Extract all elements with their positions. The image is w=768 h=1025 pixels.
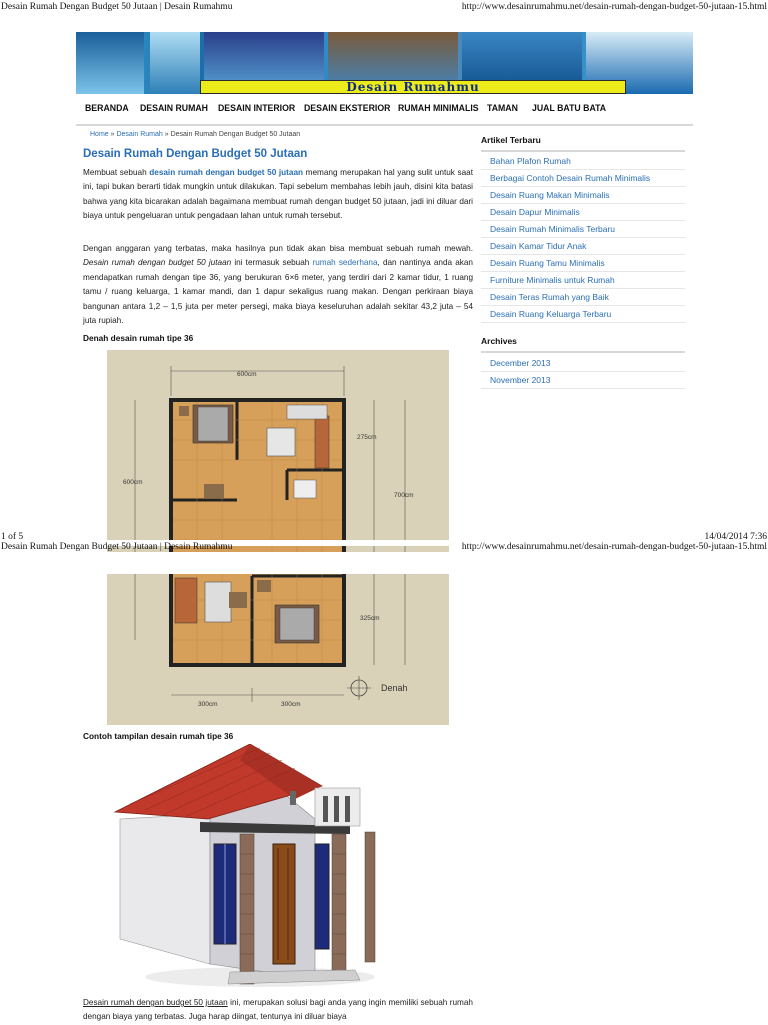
sidebar-archive-item[interactable]: November 2013 — [481, 372, 685, 389]
p1-text-a: Membuat sebuah — [83, 168, 150, 177]
sidebar-recent-item[interactable]: Desain Rumah Minimalis Terbaru — [481, 221, 685, 238]
print-page-number: 1 of 5 — [1, 532, 24, 542]
nav-item-taman[interactable]: TAMAN — [487, 103, 518, 114]
sidebar-recent-item[interactable]: Bahan Plafon Rumah — [481, 153, 685, 170]
dim-right: 700cm — [394, 492, 414, 499]
nav-item-jual-batu-bata[interactable]: JUAL BATU BATA — [532, 103, 607, 114]
dim-right-bottom: 325cm — [360, 615, 380, 622]
p2-emphasis: Desain rumah dengan budget 50 jutaan — [83, 258, 232, 268]
heading-denah: Denah desain rumah tipe 36 — [83, 333, 194, 343]
p2-rumah-sederhana-link[interactable]: rumah sederhana — [312, 258, 378, 268]
p1-text-b: memang merupakan hal yang sulit untuk saat ini, tapi bukan berarti tidak mungkin untuk dilakukan. Tapi sebelum membahas lebih jauh, disini kita batasi bahwa yang kita bicarakan adalah bagaimana membuat rumah dengan budget 50 jutaan, jadi ini diluar dari biaya untuk pengeluaran untuk pengadaan lahan untuk rumah tersebut. — [83, 168, 474, 221]
sidebar-archive-item[interactable]: December 2013 — [481, 355, 685, 372]
sidebar-recent-item[interactable]: Furniture Minimalis untuk Rumah — [481, 272, 685, 289]
dim-bottom-right: 300cm — [281, 701, 301, 708]
p2-text-a: Dengan anggaran yang terbatas, maka hasilnya pun tidak akan bisa membuat sebuah rumah mewah. — [83, 244, 473, 253]
dim-left: 600cm — [123, 479, 143, 486]
sidebar-divider — [481, 351, 685, 353]
site-logo[interactable]: Desain Rumahmu — [200, 80, 626, 94]
sidebar-recent-title: Artikel Terbaru — [481, 135, 541, 145]
dim-bottom-left: 300cm — [198, 701, 218, 708]
paragraph-budget — [83, 242, 473, 328]
banner-room-2 — [150, 32, 200, 94]
breadcrumb-current: Desain Rumah Dengan Budget 50 Jutaan — [170, 131, 301, 138]
print-page-url: http://www.desainrumahmu.net/desain-rumah-dengan-budget-50-jutaan-15.html — [461, 2, 767, 12]
page-gap — [107, 552, 449, 574]
site-banner[interactable] — [76, 32, 693, 94]
banner-room-1 — [76, 32, 144, 94]
sidebar-recent-item[interactable]: Desain Ruang Keluarga Terbaru — [481, 306, 685, 323]
nav-item-beranda[interactable]: BERANDA — [85, 103, 129, 114]
breadcrumb — [90, 131, 300, 138]
sidebar-divider — [481, 150, 685, 152]
nav-item-rumah-minimalis[interactable]: RUMAH MINIMALIS — [398, 103, 479, 114]
dim-top: 600cm — [237, 371, 257, 378]
breadcrumb-separator: » — [108, 131, 117, 138]
sidebar-recent-item[interactable]: Berbagai Contoh Desain Rumah Minimalis — [481, 170, 685, 187]
p2-text-b: ini termasuk sebuah — [231, 258, 313, 268]
breadcrumb-home[interactable]: Home — [90, 131, 109, 138]
p1-keyword-link[interactable]: desain rumah dengan budget 50 jutaan — [149, 168, 304, 177]
sidebar-recent-item[interactable]: Desain Dapur Minimalis — [481, 204, 685, 221]
breadcrumb-separator: » — [162, 131, 171, 138]
sidebar-recent-item[interactable]: Desain Ruang Makan Minimalis — [481, 187, 685, 204]
breadcrumb-category[interactable]: Desain Rumah — [116, 131, 163, 138]
paragraph-intro — [83, 166, 473, 224]
heading-contoh: Contoh tampilan desain rumah tipe 36 — [83, 731, 234, 741]
nav-item-desain-interior[interactable]: DESAIN INTERIOR — [218, 103, 296, 114]
p3-text-b: ini, merupakan solusi bagi anda yang ingin memiliki sebuah rumah dengan biaya yang terbatas. Juga harap diingat, tentunya ini diluar biaya — [83, 998, 473, 1022]
main-nav — [76, 97, 693, 126]
p3-keyword-link[interactable]: Desain rumah dengan budget 50 jutaan — [83, 998, 228, 1007]
sidebar-archives-title: Archives — [481, 336, 517, 346]
nav-item-desain-eksterior[interactable]: DESAIN EKSTERIOR — [304, 103, 391, 114]
sidebar-recent-item[interactable]: Desain Ruang Tamu Minimalis — [481, 255, 685, 272]
paragraph-solution — [83, 996, 473, 1025]
post-title[interactable]: Desain Rumah Dengan Budget 50 Jutaan — [83, 148, 308, 160]
print-page-url: http://www.desainrumahmu.net/desain-rumah-dengan-budget-50-jutaan-15.html — [461, 542, 767, 552]
sidebar-recent-item[interactable]: Desain Teras Rumah yang Baik — [481, 289, 685, 306]
floor-plan-label: Denah — [381, 683, 408, 693]
nav-item-desain-rumah[interactable]: DESAIN RUMAH — [140, 103, 208, 114]
house-illustration — [110, 744, 385, 994]
print-datetime: 14/04/2014 7:36 — [704, 532, 767, 542]
print-page-title: Desain Rumah Dengan Budget 50 Jutaan | Desain Rumahmu — [1, 2, 233, 12]
print-page-title: Desain Rumah Dengan Budget 50 Jutaan | Desain Rumahmu — [1, 542, 233, 552]
floor-plan-image — [107, 350, 449, 725]
dim-right-top: 275cm — [357, 434, 377, 441]
p2-text-c: , dan nantinya anda akan mendapatkan rumah dengan tipe 36, yang berukuran 6×6 meter, yang terdiri dari 2 kamar tidur, 1 ruang tamu / ruang keluarga, 1 kamar mandi, dan 1 dapur sekaligus ruang makan. Dengan perkiraan biaya bangunan antara 1,2 – 1,5 juta per meter persegi, maka biaya keseluruhan adalah sekitar 43,2 juta – 54 juta rupiah. — [83, 258, 473, 326]
sidebar-recent-item[interactable]: Desain Kamar Tidur Anak — [481, 238, 685, 255]
